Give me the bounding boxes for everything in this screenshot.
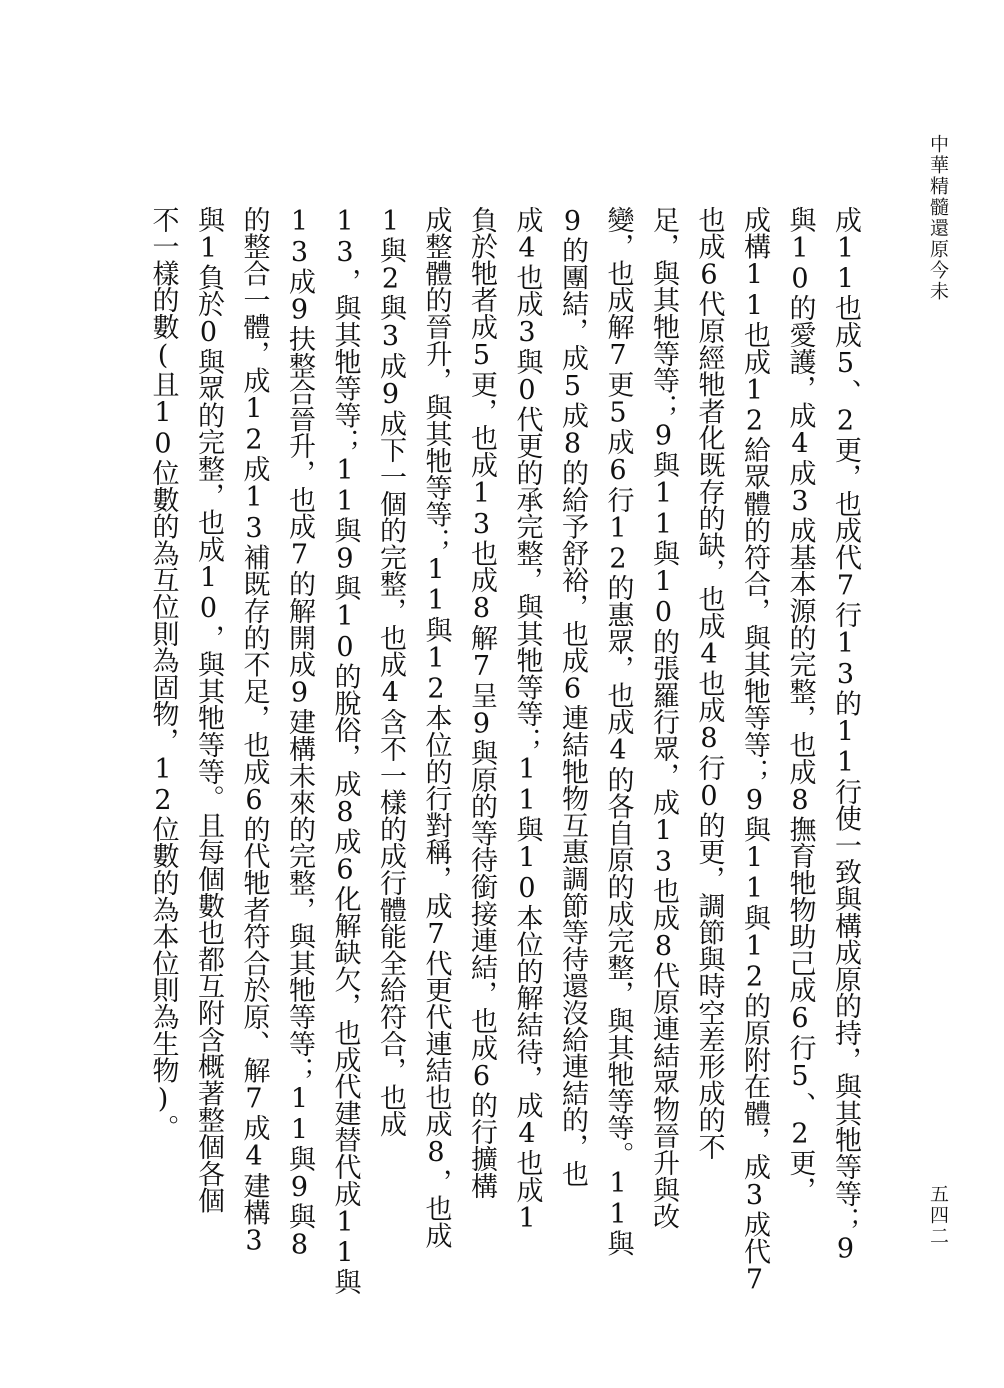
text-column: 的整合一體，成12成13補既存的不足，也成6的代牠者符合於原、解7成4建構3 bbox=[238, 206, 270, 1257]
text-column: 負於牠者成5更，也成13也成8解7呈9與原的等待銜接連結，也成6的行擴構 bbox=[466, 206, 497, 1199]
text-column: 不一樣的數(且10位數的為互位則為固物，12位數的為本位則為生物)。 bbox=[147, 206, 179, 1142]
text-column: 與10的愛護，成4成3成基本源的完整，也成8撫育牠物助己成6行5、2更， bbox=[784, 206, 816, 1203]
text-column: 成構11也成12給眾體的符合，與其牠等等；9與11與12的原附在體，成3成代7 bbox=[739, 206, 770, 1296]
text-column: 足，與其牠等等；9與11與10的張羅行眾，成13也成8代原連結眾物晉升與改 bbox=[648, 206, 679, 1230]
text-column: 也成6代原經牠者化既存的缺，也成4也成8行0的更，調節與時空差形成的不 bbox=[693, 206, 725, 1161]
page-number: 五四二 bbox=[927, 1183, 949, 1247]
text-column: 1與2與3成9成下一個的完整，也成4含不一樣的成行體能全給符合，也成 bbox=[375, 206, 406, 1138]
text-column: 成11也成5、2更，也成代7行13的11行使一致與構成原的持，與其牠等等；9 bbox=[830, 206, 861, 1265]
text-column: 成4也成3與0代更的承完整，與其牠等等；11與10本位的解結待，成4也成1 bbox=[511, 206, 543, 1234]
vertical-body-text bbox=[108, 206, 868, 1296]
text-column: 變，也成解7更5成6行12的惠眾，也成4的各自原的成完整，與其牠等等。11與 bbox=[602, 206, 634, 1257]
text-column: 13成9扶整合晉升，也成7的解開成9建構未來的完整，與其牠等等；11與9與8 bbox=[284, 206, 315, 1261]
text-column: 13，與其牠等等；11與9與10的脫俗，成8成6化解缺欠，也成代建替代成11與 bbox=[329, 206, 361, 1296]
book-title: 中華精髓還原今未 bbox=[927, 134, 949, 302]
text-column: 9的團結，成5成8的給予舒裕，也成6連結牠物互惠調節等待還沒給連結的，也 bbox=[557, 206, 588, 1187]
text-column: 與1負於0與眾的完整，也成10，與其牠等等。且每個數也都互附含概著整個各個 bbox=[193, 206, 224, 1214]
text-column: 成整體的晉升，與其牠等等；11與12本位的行對稱，成7代更代連結也成8，也成 bbox=[420, 206, 452, 1249]
